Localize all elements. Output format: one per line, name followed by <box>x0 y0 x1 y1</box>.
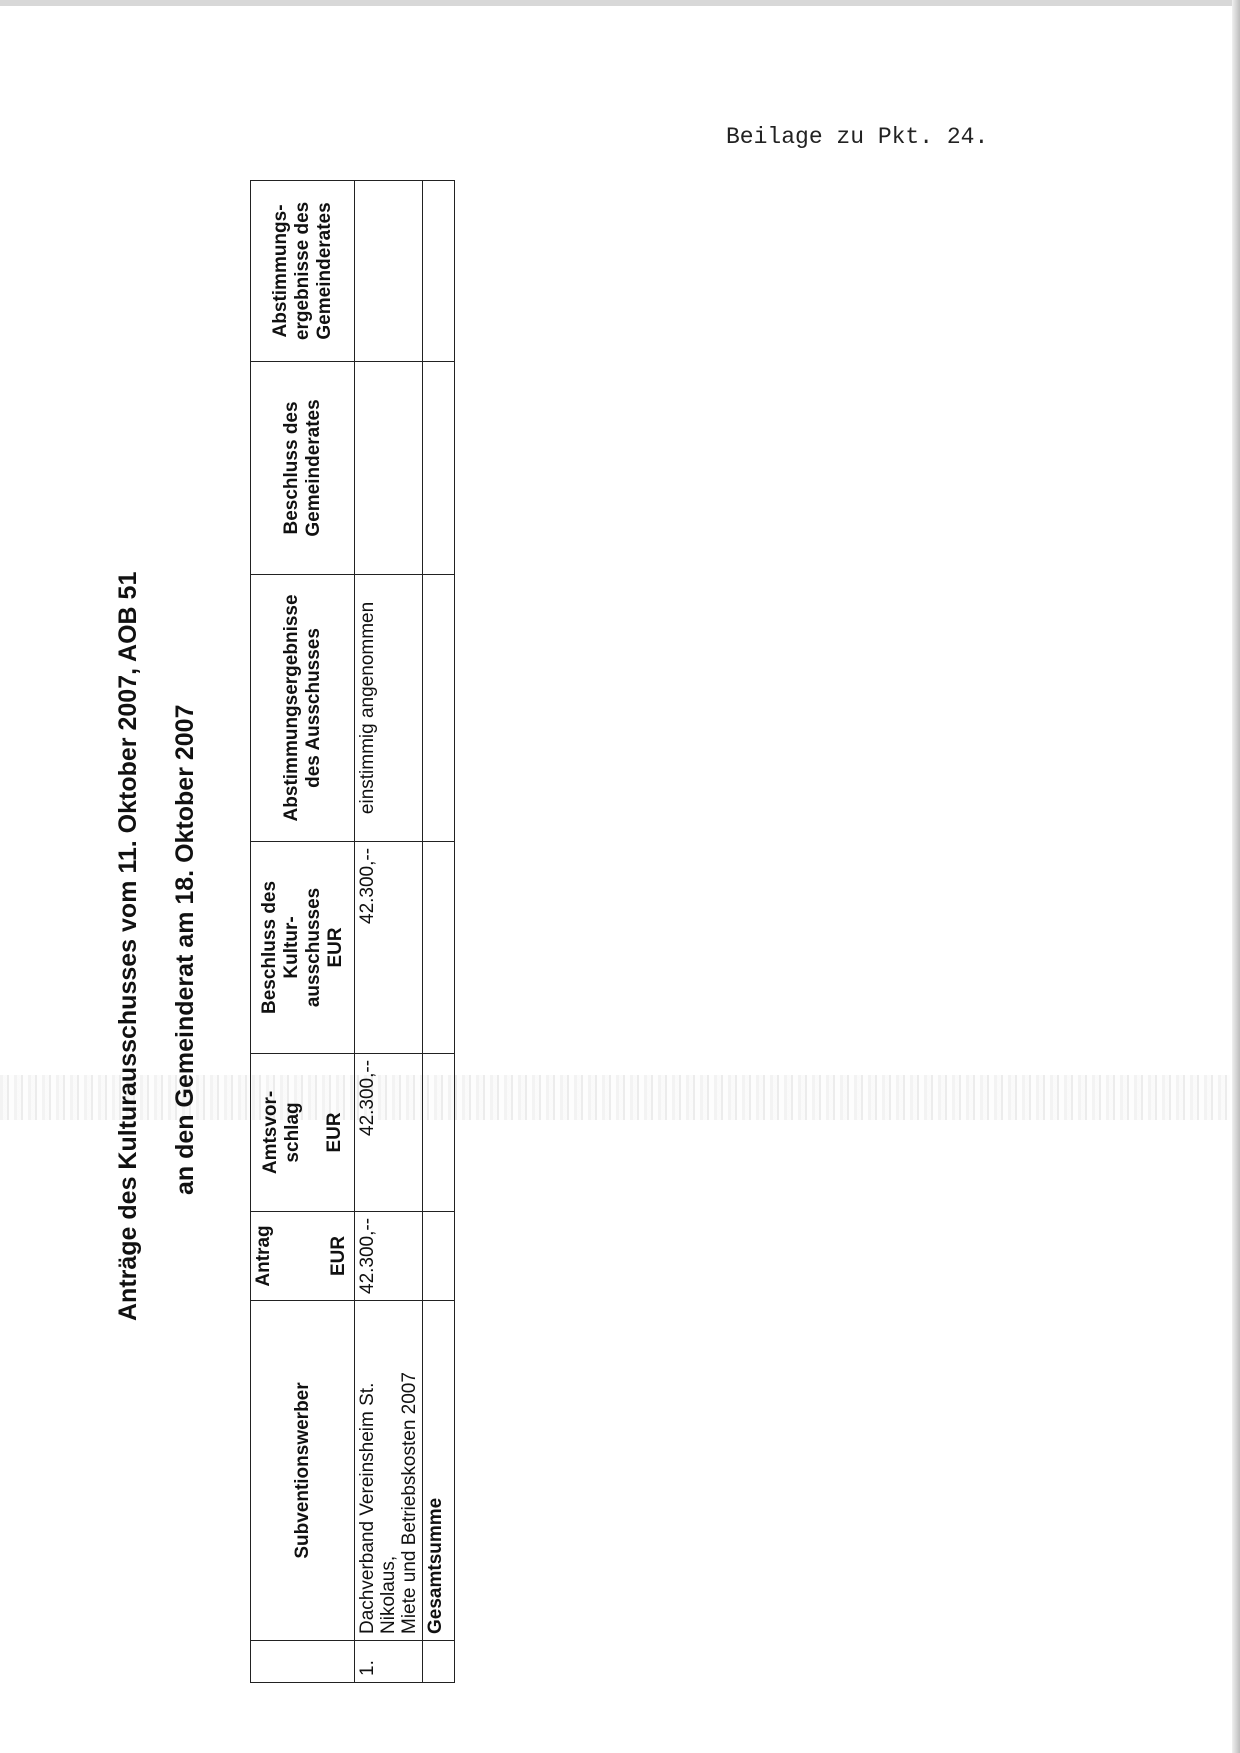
header-committee-line3: ausschusses <box>302 887 324 1008</box>
header-request <box>251 1211 355 1300</box>
row-office-amount: 42.300,-- <box>355 1053 423 1211</box>
total-label: Gesamtsumme <box>423 1301 455 1641</box>
header-office-line2: schlag <box>281 1102 303 1163</box>
table-header-row <box>251 180 355 1682</box>
header-committee-vote-line2: des Ausschusses <box>302 628 324 788</box>
header-council-decision <box>251 361 355 574</box>
header-council-decision-line2: Gemeinderates <box>302 399 324 537</box>
row-council-decision <box>355 361 423 574</box>
header-committee-line1: Beschluss des <box>258 880 280 1014</box>
document-title: Anträge des Kulturausschusses vom 11. Oktober 2007, AOB 51 <box>114 571 142 1321</box>
document-subtitle: an den Gemeinderat am 18. Oktober 2007 <box>171 704 199 1195</box>
row-nr: 1. <box>355 1641 423 1683</box>
header-request-unit: EUR <box>328 1235 349 1277</box>
total-committee-vote <box>423 574 455 841</box>
total-request <box>423 1211 455 1300</box>
header-council-vote <box>251 180 355 361</box>
total-office <box>423 1053 455 1211</box>
total-committee <box>423 841 455 1053</box>
header-committee-vote <box>251 574 355 841</box>
row-applicant-line2: Miete und Betriebskosten 2007 <box>399 1372 420 1634</box>
header-office-line1: Amtsvor- <box>259 1090 281 1175</box>
header-committee-decision <box>251 841 355 1053</box>
total-council-decision <box>423 361 455 574</box>
header-request-label: Antrag <box>253 1225 274 1287</box>
header-council-vote-line1: Abstimmungs- <box>269 204 291 338</box>
header-applicant: Subventionswerber <box>251 1301 355 1641</box>
row-applicant-line1: Dachverband Vereinsheim St. Nikolaus, <box>357 1382 399 1634</box>
scan-edge-right <box>1232 0 1240 1753</box>
subsidy-table <box>250 180 455 1683</box>
header-office-proposal <box>251 1053 355 1211</box>
header-committee-unit: EUR <box>324 927 346 968</box>
attachment-stamp: Beilage zu Pkt. 24. <box>726 124 989 150</box>
rotated-page-content <box>0 0 470 1753</box>
total-council-vote <box>423 180 455 361</box>
header-office-unit: EUR <box>323 1112 345 1153</box>
table-total-row <box>423 180 455 1682</box>
header-council-vote-line2: ergebnisse des <box>291 201 313 341</box>
row-council-vote <box>355 180 423 361</box>
table-row <box>355 180 423 1682</box>
header-council-vote-line3: Gemeinderates <box>313 202 335 340</box>
header-committee-vote-line1: Abstimmungsergebnisse <box>280 594 302 822</box>
row-request-amount: 42.300,-- <box>355 1211 423 1300</box>
total-nr <box>423 1641 455 1683</box>
header-council-decision-line1: Beschluss des <box>280 401 302 535</box>
row-committee-amount: 42.300,-- <box>355 841 423 1053</box>
header-committee-line2: Kultur- <box>280 916 302 979</box>
header-nr <box>251 1641 355 1683</box>
row-committee-vote: einstimmig angenommen <box>355 574 423 841</box>
row-applicant <box>355 1301 423 1641</box>
